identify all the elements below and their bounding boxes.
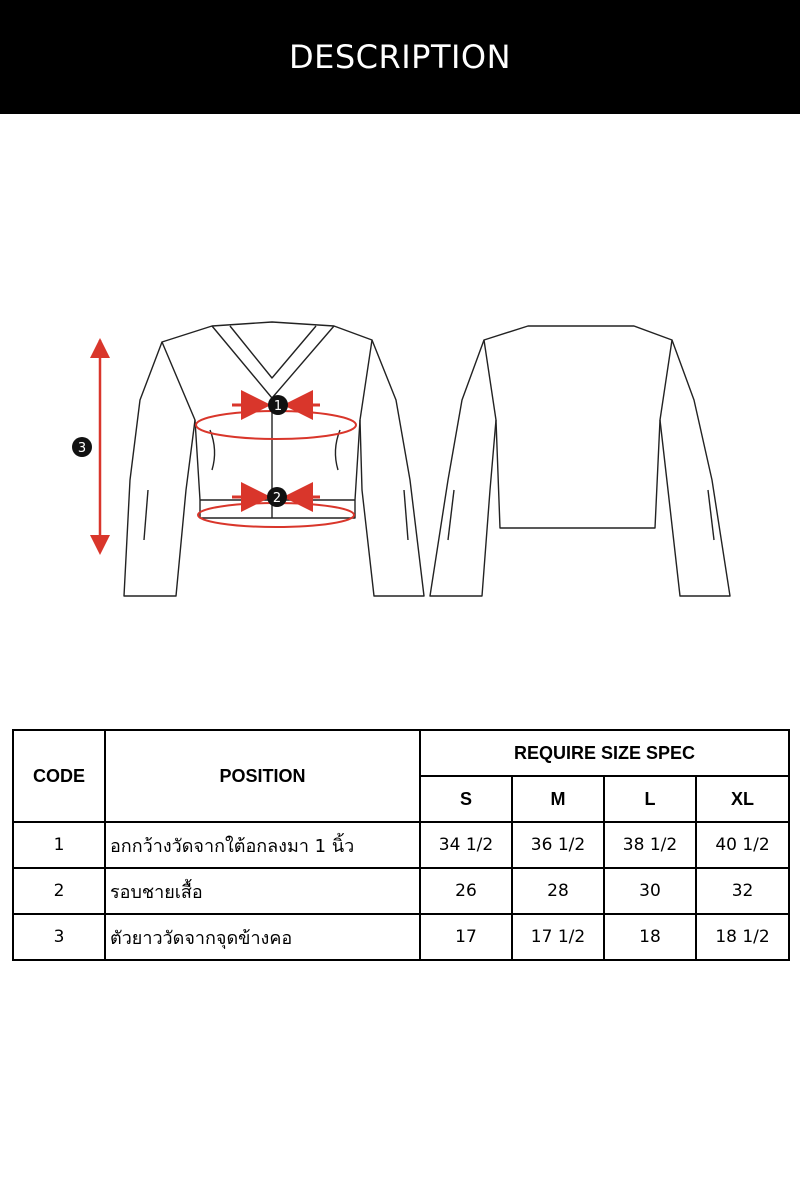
back-right-sleeve [660, 340, 730, 596]
row-code: 3 [13, 914, 105, 960]
row-value-l: 38 1/2 [604, 822, 696, 868]
svg-text:2: 2 [272, 491, 282, 506]
position-header: POSITION [105, 730, 420, 822]
length-arrow-top [90, 338, 110, 358]
size-header-m: M [512, 776, 604, 822]
chest-measure-ring [196, 411, 356, 439]
back-garment [430, 326, 730, 596]
row-position: ตัวยาววัดจากจุดข้างคอ [105, 914, 420, 960]
row-value-l: 18 [604, 914, 696, 960]
code-header: CODE [13, 730, 105, 822]
svg-text:1: 1 [273, 399, 283, 414]
front-body-outline [162, 322, 372, 518]
back-body-outline [484, 326, 672, 528]
front-collar-inner [230, 326, 316, 378]
table-row [13, 868, 789, 914]
front-sleeve-crease-right [404, 490, 408, 540]
row-position: รอบชายเสื้อ [105, 868, 420, 914]
row-value-m: 36 1/2 [512, 822, 604, 868]
marker-1 [268, 395, 288, 415]
back-left-sleeve [430, 340, 496, 596]
row-value-xl: 40 1/2 [696, 822, 789, 868]
row-value-s: 17 [420, 914, 512, 960]
back-sleeve-crease-left [448, 490, 454, 540]
front-sleeve-crease-left [144, 490, 148, 540]
front-collar-outer [212, 326, 334, 398]
header-bar [0, 0, 800, 114]
table-row [13, 822, 789, 868]
row-value-m: 28 [512, 868, 604, 914]
garment-diagram [0, 300, 800, 620]
front-garment [124, 322, 424, 596]
row-position: อกกว้างวัดจากใต้อกลงมา 1 นิ้ว [105, 822, 420, 868]
row-value-s: 26 [420, 868, 512, 914]
front-right-sleeve [360, 340, 424, 596]
size-header-s: S [420, 776, 512, 822]
marker-2 [267, 487, 287, 507]
svg-text:3: 3 [77, 441, 87, 456]
spec-header: REQUIRE SIZE SPEC [420, 730, 789, 776]
size-spec-table [12, 729, 790, 961]
front-dart-right [335, 430, 340, 470]
row-value-s: 34 1/2 [420, 822, 512, 868]
front-left-sleeve [124, 342, 195, 596]
row-value-m: 17 1/2 [512, 914, 604, 960]
front-dart-left [210, 430, 215, 470]
row-value-xl: 18 1/2 [696, 914, 789, 960]
row-value-l: 30 [604, 868, 696, 914]
table-row [13, 914, 789, 960]
page-title: DESCRIPTION [288, 38, 512, 76]
marker-3 [72, 437, 92, 457]
row-code: 1 [13, 822, 105, 868]
row-code: 2 [13, 868, 105, 914]
length-arrow-bottom [90, 535, 110, 555]
back-sleeve-crease-right [708, 490, 714, 540]
size-header-l: L [604, 776, 696, 822]
size-header-xl: XL [696, 776, 789, 822]
row-value-xl: 32 [696, 868, 789, 914]
